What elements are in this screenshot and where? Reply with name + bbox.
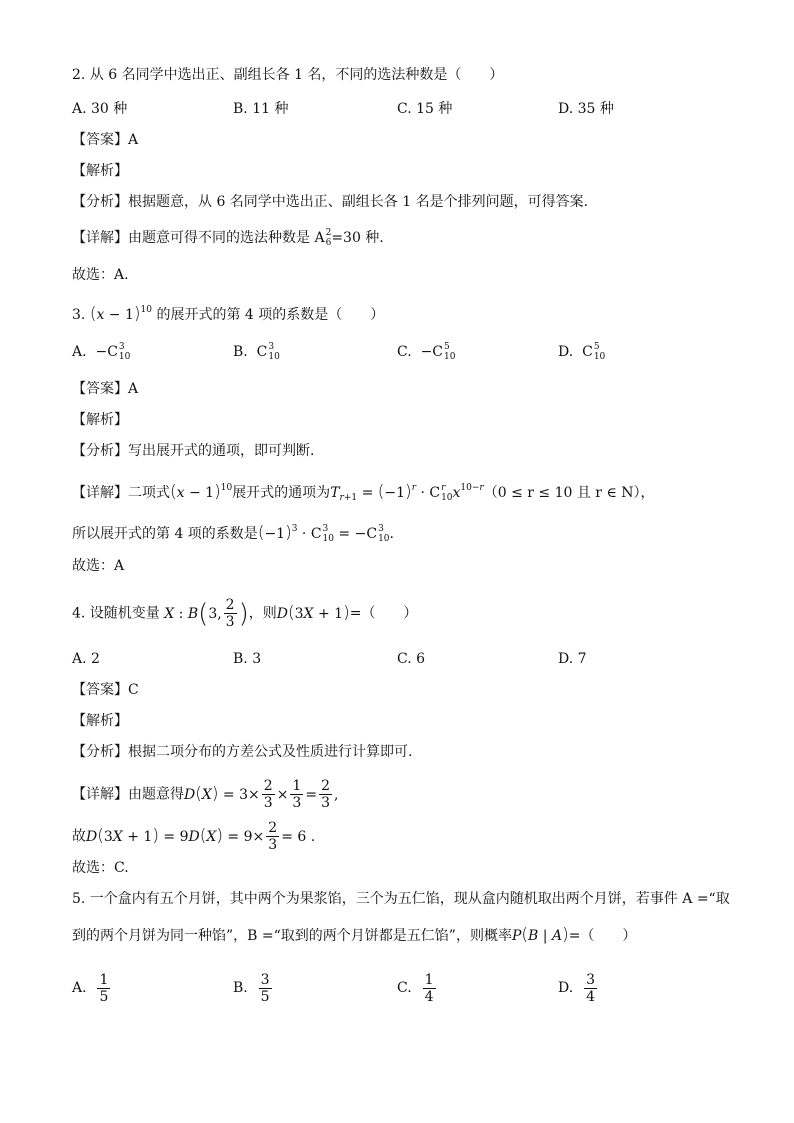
q3-options: [72, 342, 722, 362]
q4-detail-prefix: 【详解】由题意得: [72, 786, 184, 803]
q3-general-term: $T_{r+1} = (-1)^r \cdot C$ r 10 $x^{10-r}$: [330, 482, 484, 503]
q4-dx-formula: D(X) = 3× $\frac{2}{3}$ × $\frac{1}{3}$ = $\frac{2}{3}$ ,: [184, 778, 339, 811]
q4-stem-prefix: 4. 设随机变量: [72, 605, 160, 622]
q3-option-a: A. −C 3 10: [72, 342, 131, 362]
q2-option-d: D. 35 种: [558, 101, 614, 117]
q4-analysis: 【分析】根据二项分布的方差公式及性质进行计算即可.: [72, 744, 413, 760]
q4-option-a: A. 2: [72, 651, 100, 667]
q4-line2-prefix: 故: [72, 828, 86, 845]
q4-stem-mid: ，则: [248, 605, 277, 622]
q5-probability-expr: P(B | A): [511, 925, 569, 945]
q4-result-formula: D(3X + 1) = 9D(X) = 9× $\frac{2}{3}$ = 6 .: [86, 820, 316, 853]
q4-detail-line2: [72, 820, 315, 853]
q4-detail: [72, 778, 338, 811]
q2-jiexi: 【解析】: [72, 163, 128, 179]
q3-answer: 【答案】A: [72, 381, 139, 397]
q3-detail-cond: （0 ≤ r ≤ 10 且 r ∈ N），: [483, 485, 655, 501]
q5-option-a: A. $\frac{1}{5}$: [72, 971, 109, 1005]
q3-coefficient: $(-1)^3 \cdot C$ 3 10 = −C 3 10 .: [257, 523, 394, 544]
q5-option-d: D. $\frac{3}{4}$: [558, 971, 596, 1005]
q3-analysis: 【分析】写出展开式的通项，即可判断.: [72, 443, 315, 459]
q3-detail: [72, 478, 655, 508]
q3-conclusion: 故选：A: [72, 558, 125, 574]
q2-stem: 2. 从 6 名同学中选出正、副组长各 1 名，不同的选法种数是（ ）: [72, 67, 504, 83]
q5-stem-line1: 5. 一个盒内有五个月饼，其中两个为果浆馅，三个为五仁馅，现从盒内随机取出两个月饼，若事件 A =“取: [72, 891, 730, 907]
q3-option-d: D. C 5 10: [558, 342, 606, 362]
q3-detail-prefix: 【详解】二项式: [72, 485, 170, 501]
q2-formula: A 2 6: [314, 228, 332, 248]
q4-stem: [72, 597, 417, 630]
q3-jiexi: 【解析】: [72, 412, 128, 428]
q5-option-c: C. $\frac{1}{4}$: [397, 971, 434, 1005]
q5-stem-line2-b: =（ ）: [568, 928, 637, 944]
q4-conclusion: 故选：C.: [72, 860, 129, 876]
q2-detail-prefix: 【详解】由题意可得不同的选法种数是: [72, 230, 315, 246]
q5-options: [72, 966, 722, 1010]
q5-option-b: B. $\frac{3}{5}$: [233, 971, 270, 1005]
q4-option-d: D. 7: [558, 651, 587, 667]
q3-stem-suffix: 的展开式的第 4 项的系数是（ ）: [152, 307, 385, 323]
q3-binomial: $(x - 1)^{10}$: [170, 482, 233, 502]
q5-stem-line2-a: 到的两个月饼为同一种馅”，B =“取到的两个月饼都是五仁馅”，则概率: [72, 928, 512, 944]
q4-stem-suffix: =（ ）: [349, 605, 418, 622]
q3-stem-prefix: 3.: [72, 307, 90, 323]
q3-stem: [72, 300, 384, 325]
q4-answer: 【答案】C: [72, 682, 139, 698]
q3-option-b: B. C 3 10: [233, 342, 280, 362]
q2-options: [72, 98, 722, 118]
q3-line2-prefix: 所以展开式的第 4 项的系数是: [72, 526, 258, 542]
q4-options: [72, 649, 722, 669]
q3-detail-line2: [72, 519, 394, 544]
q2-option-c: C. 15 种: [397, 101, 453, 117]
q3-expr: $(x - 1)^{10}$: [89, 304, 152, 324]
q2-analysis: 【分析】根据题意，从 6 名同学中选出正、副组长各 1 名是个排列问题，可得答案.: [72, 194, 589, 210]
q5-stem-line2: [72, 925, 636, 946]
q2-option-a: A. 30 种: [72, 101, 128, 117]
q4-option-b: B. 3: [233, 651, 262, 667]
q3-option-c: C. −C 5 10: [397, 342, 456, 362]
q4-jiexi: 【解析】: [72, 713, 128, 729]
q4-option-c: C. 6: [397, 651, 426, 667]
q2-option-b: B. 11 种: [233, 101, 289, 117]
q2-detail-suffix: =30 种.: [331, 230, 384, 246]
q4-distribution: X : B(3, $\frac{2}{3}$ ): [164, 597, 249, 630]
q2-conclusion: 故选：A.: [72, 267, 129, 283]
q4-variance-expr: D(3X + 1): [276, 602, 350, 623]
q2-detail: [72, 228, 384, 248]
q2-answer: 【答案】A: [72, 132, 139, 148]
q3-detail-mid: 展开式的通项为: [232, 485, 331, 501]
